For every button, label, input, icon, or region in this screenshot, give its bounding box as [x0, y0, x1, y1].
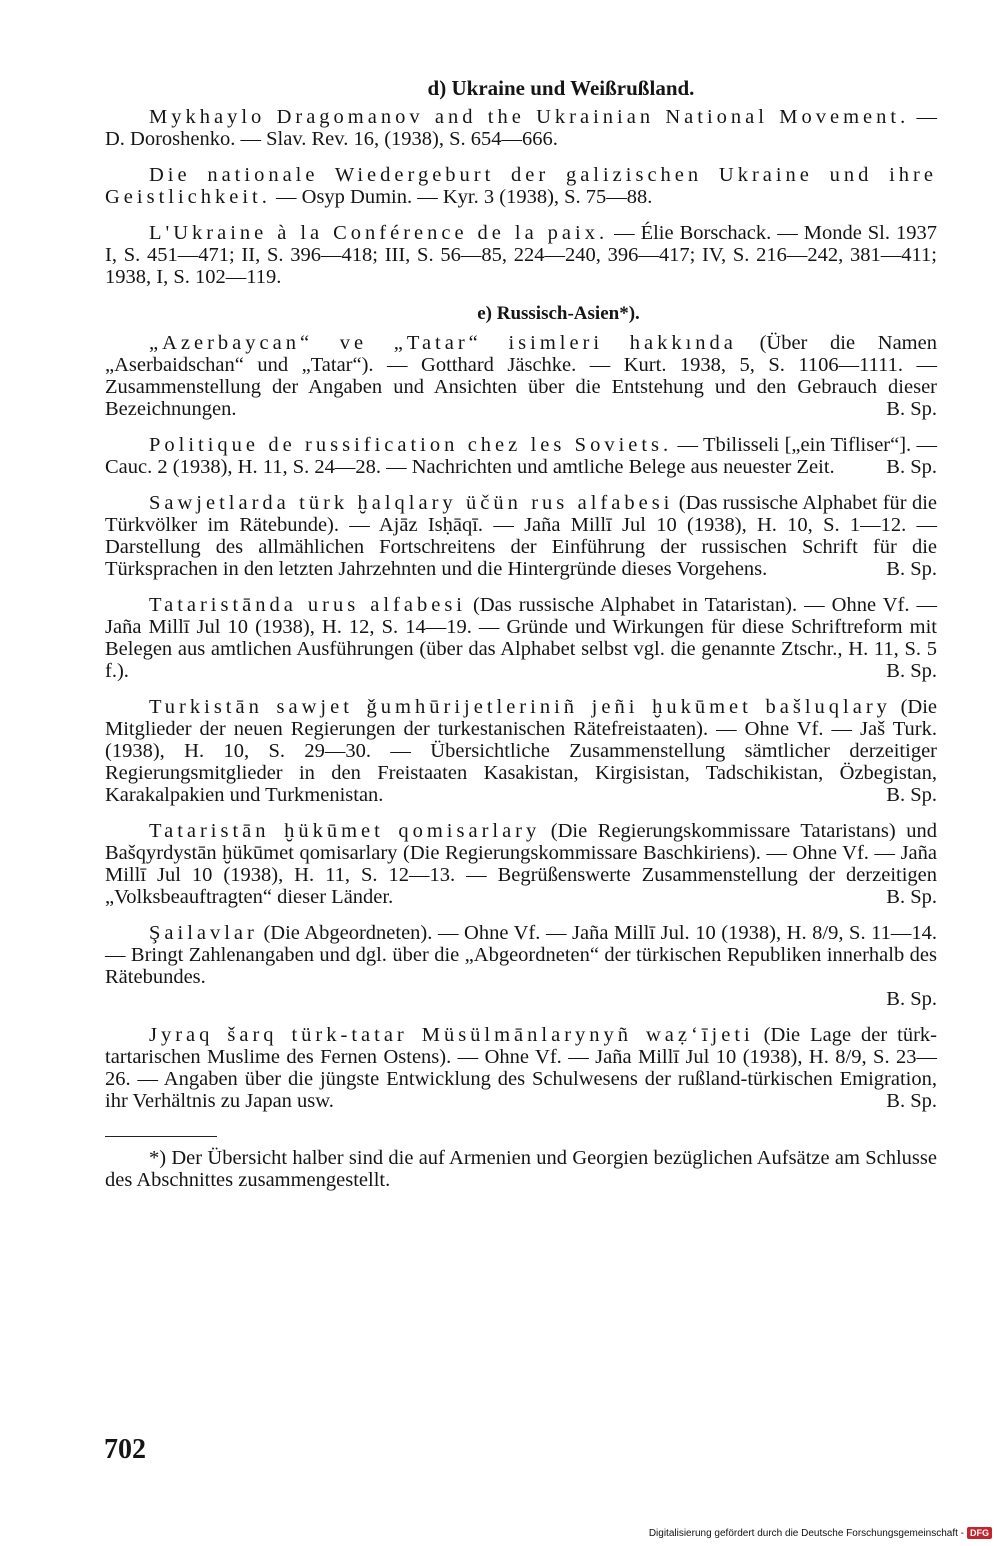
- entry-text: — D. Doroshenko. — Slav. Rev. 16, (1938), S. 654—666.: [105, 106, 937, 150]
- bibliography-entry: [105, 164, 937, 208]
- entry-signature: B. Sp.: [886, 398, 937, 420]
- entry-title: Mykhaylo Dragomanov and the Ukrainian National Movement.: [149, 106, 910, 128]
- credit-text: Digitalisierung gefördert durch die Deutsche Forschungsgemeinschaft -: [648, 1527, 964, 1539]
- bibliography-entry: [105, 332, 937, 420]
- entry-text: (Die Mitglieder der neuen Regierungen der turkestanischen Rätefreistaaten). — Ohne Vf. — Jaš Turk. (1938), H. 10, S. 29—30. — Übersichtliche Zusammenstellung sämtlicher derzeitiger Regierungsmitglieder in den Freistaaten Kasakistan, Kirgisistan, Tadschikistan, Özbegistan, Karakalpakien und Turkmenistan.: [105, 696, 937, 806]
- entry-text: — Tbilisseli [„ein Tifliser“]. — Cauc. 2 (1938), H. 11, S. 24—28. — Nachrichten und amtliche Belege aus neuester Zeit.: [105, 434, 937, 478]
- entry-title: Şailavlar: [149, 922, 258, 944]
- entry-text: (Das russische Alphabet in Tataristan). — Ohne Vf. — Jaña Millī Jul 10 (1938), H. 12, S. 14—19. — Gründe und Wirkungen für diese Schriftreform mit Belegen aus amtlichen Ausführungen (über das Alphabet selbst vgl. die genannte Ztschr., H. 11, S. 5 f.).: [105, 594, 937, 682]
- entry-signature: B. Sp.: [886, 784, 937, 806]
- bibliography-entry: [105, 222, 937, 288]
- entry-text: — Osyp Dumin. — Kyr. 3 (1938), S. 75—88.: [270, 186, 653, 208]
- bibliography-entry: [105, 696, 937, 806]
- bibliography-entry: [105, 1024, 937, 1112]
- entry-title: Politique de russification chez les Soviets.: [149, 434, 673, 456]
- digitization-credit: [649, 1527, 992, 1539]
- page-number: 702: [104, 1434, 146, 1465]
- bibliography-entry: [105, 922, 937, 1010]
- footnote-divider: [105, 1136, 217, 1137]
- entry-text: (Die Abgeordneten). — Ohne Vf. — Jaña Millī Jul. 10 (1938), H. 8/9, S. 11—14. — Bringt Zahlenangaben und dgl. über die „Abgeordneten“ der türkischen Republiken innerhalb des Rätebundes.: [105, 922, 937, 988]
- footnote: *) Der Übersicht halber sind die auf Armenien und Georgien bezüglichen Aufsätze am Schlusse des Abschnittes zusammengestellt.: [105, 1147, 937, 1191]
- entry-text: — Élie Borschack. — Monde Sl. 1937 I, S. 451—471; II, S. 396—418; III, S. 56—85, 224—240, 396—417; IV, S. 216—242, 381—411; 1938, I, S. 102—119.: [105, 222, 937, 288]
- page-content: [105, 76, 937, 1191]
- entry-title: L'Ukraine à la Conférence de la paix.: [149, 222, 609, 244]
- entry-title: Die nationale Wiedergeburt der galizischen Ukraine und ihre Geistlichkeit.: [105, 164, 937, 208]
- entry-signature: B. Sp.: [886, 1090, 937, 1112]
- bibliography-entry: [105, 820, 937, 908]
- entry-title: „Azerbaycan“ ve „Tatar“ isimleri hakkında: [149, 332, 737, 354]
- section-heading-russia-asia: e) Russisch-Asien*).: [477, 303, 640, 324]
- entry-text: (Die Lage der türk-tartarischen Muslime des Fernen Ostens). — Ohne Vf. — Jaña Millī Jul 10 (1938), H. 8/9, S. 23—26. — Angaben über die jüngste Entwicklung des Schulwesens der rußland-türkischen Emigration, ihr Verhältnis zu Japan usw.: [105, 1024, 937, 1112]
- bibliography-entry: [105, 106, 937, 150]
- entry-signature: B. Sp.: [886, 886, 937, 908]
- entry-title: Tataristānda urus alfabesi: [149, 594, 466, 616]
- entry-text: (Das russische Alphabet für die Türkvölker im Rätebunde). — Ajāz Isḥāqī. — Jaña Millī Jul 10 (1938), H. 10, S. 1—12. — Darstellung des allmählichen Fortschreitens der Einführung der russischen Schrift für die Türksprachen in den letzten Jahrzehnten und die Hintergründe dieses Vorgehens.: [105, 492, 937, 580]
- entry-title: Turkistān sawjet ǧumhūrijetleriniñ jeñi ḫukūmet bašluqlary: [149, 696, 891, 718]
- bibliography-entry: [105, 434, 937, 478]
- bibliography-entry: [105, 594, 937, 682]
- entry-title: Jyraq šarq türk-tatar Müsülmānlarynyñ waẓ‘ījeti: [149, 1024, 754, 1046]
- entry-title: Sawjetlarda türk ḫalqlary üčün rus alfabesi: [149, 492, 674, 514]
- entry-signature: B. Sp.: [886, 988, 937, 1010]
- entry-title: Tataristān ḫükūmet qomisarlary: [149, 820, 541, 842]
- entry-signature: B. Sp.: [886, 456, 937, 478]
- entry-text: (Die Regierungskommissare Tataristans) und Bašqyrdystān ḫükūmet qomisarlary (Die Regierungskommissare Baschkiriens). — Ohne Vf. — Jaña Millī Jul 10 (1938), H. 11, S. 12—13. — Begrüßenswerte Zusammenstellung der derzeitigen „Volksbeauftragten“ dieser Länder.: [105, 820, 937, 908]
- entry-text: (Über die Namen „Aserbaidschan“ und „Tatar“). — Gotthard Jäschke. — Kurt. 1938, 5, S. 1106—1111. — Zusammenstellung der Angaben und Ansichten über die Entstehung und den Gebrauch dieser Bezeichnungen.: [105, 332, 937, 420]
- dfg-logo-icon: DFG: [967, 1527, 992, 1539]
- section-heading-ukraine: d) Ukraine und Weißrußland.: [427, 76, 695, 100]
- entry-signature: B. Sp.: [886, 558, 937, 580]
- entry-signature: B. Sp.: [886, 660, 937, 682]
- bibliography-entry: [105, 492, 937, 580]
